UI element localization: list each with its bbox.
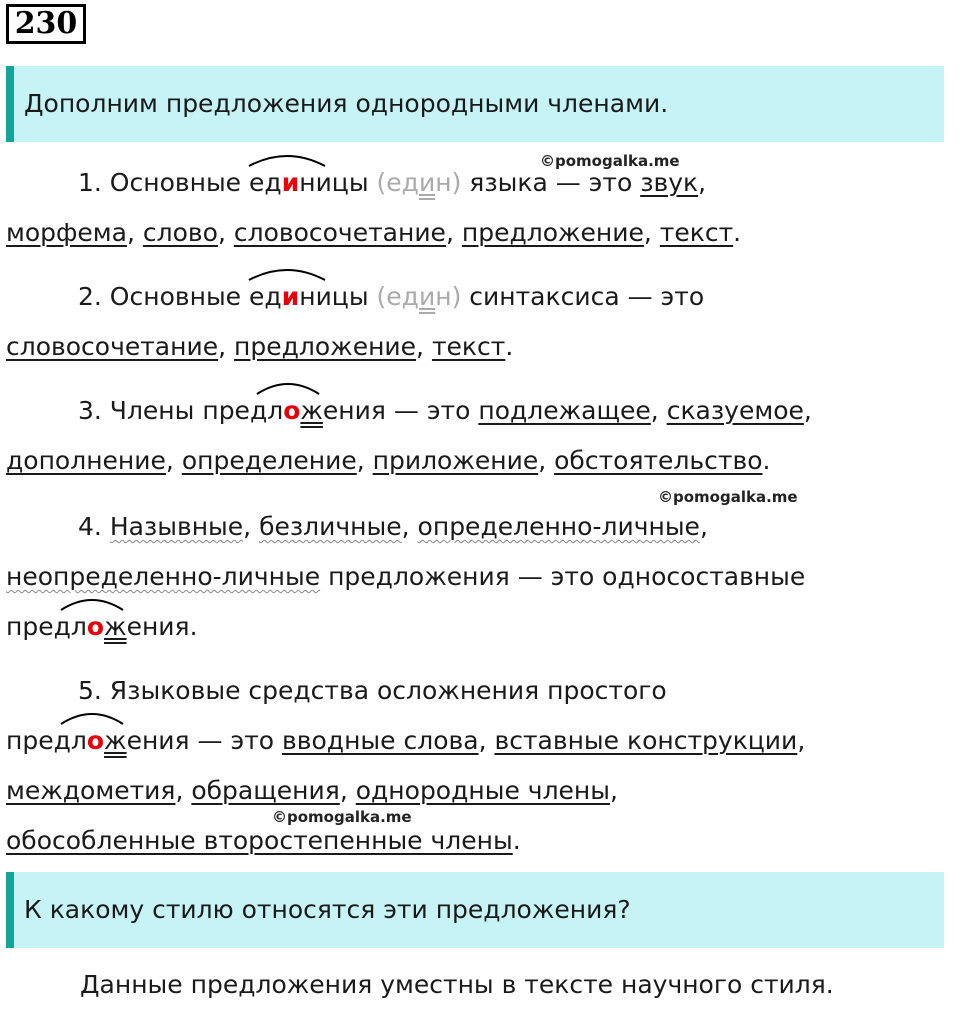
question-text: К какому стилю относятся эти предложения? xyxy=(24,895,631,924)
underlined-term: предложение xyxy=(461,218,644,247)
separator: , xyxy=(445,218,462,247)
underlined-term: текст xyxy=(659,218,734,247)
underlined-term: приложение xyxy=(372,446,539,475)
watermark: ©pomogalka.me xyxy=(658,488,798,506)
separator: , xyxy=(218,332,235,361)
question-banner xyxy=(6,872,944,948)
root-arc-word: еди xyxy=(249,272,299,322)
sentence-2: 2. Основные единицы (един) синтаксиса — это словосочетание, предложение, текст. xyxy=(6,272,954,372)
separator: . xyxy=(505,332,514,361)
underlined-term: междометия xyxy=(6,776,176,805)
separator: , xyxy=(175,776,192,805)
underlined-term: предложение xyxy=(234,332,417,361)
sentence-1: 1. Основные единицы (един) языка — это звук, морфема, слово, словосочетание, предложение, текст. xyxy=(6,158,954,258)
separator: , xyxy=(356,446,373,475)
underlined-term: дополнение xyxy=(6,446,166,475)
sentence-5-line-3 xyxy=(6,766,954,816)
root-arc-icon xyxy=(59,710,125,724)
root-arc-word: еди xyxy=(249,158,299,208)
root-arc-word: ож xyxy=(87,716,127,766)
underlined-term: однородные члены xyxy=(355,776,611,805)
sentence-5: 5. Языковые средства осложнения простого предл ожения — это вводные слова, вставные конструкции, междометия, обращения, однородные члены, обособленные второстепенные члены. xyxy=(6,666,954,866)
separator: , xyxy=(643,218,660,247)
underlined-term: обстоятельство xyxy=(554,446,763,475)
separator: , xyxy=(538,446,555,475)
answer-text: Данные предложения уместны в тексте научного стиля. xyxy=(80,970,834,999)
sentence-2-line-2 xyxy=(6,322,954,372)
underlined-term: словосочетание xyxy=(6,332,219,361)
underlined-term: обращения xyxy=(191,776,340,805)
underlined-term: слово xyxy=(142,218,218,247)
separator: . xyxy=(762,446,771,475)
sentence-3-line-2 xyxy=(6,436,954,486)
instruction-banner xyxy=(6,66,944,142)
root-arc-icon xyxy=(59,596,125,610)
underlined-term: морфема xyxy=(6,218,127,247)
separator: , xyxy=(165,446,182,475)
task-number: 230 xyxy=(6,4,86,44)
separator: , xyxy=(610,776,618,805)
separator: , xyxy=(126,218,143,247)
root-arc-icon xyxy=(255,380,321,394)
separator: , xyxy=(339,776,356,805)
watermark: ©pomogalka.me xyxy=(272,808,412,826)
separator: , xyxy=(217,218,234,247)
underlined-term: текст xyxy=(431,332,506,361)
underlined-term: словосочетание xyxy=(233,218,446,247)
sentence-1-line-2 xyxy=(6,208,954,258)
sentence-4: 4. Назывные, безличные, определенно-личные, неопределенно-личные предложения — это односоставные предл ожения. xyxy=(6,502,954,652)
watermark: ©pomogalka.me xyxy=(540,152,680,170)
root-arc-word: ож xyxy=(283,386,323,436)
underlined-term: определение xyxy=(181,446,357,475)
root-arc-word: ож xyxy=(87,602,127,652)
instruction-text: Дополним предложения однородными членами. xyxy=(24,89,669,118)
separator: . xyxy=(733,218,742,247)
sentence-3: 3. Члены предл ожения — это подлежащее, сказуемое, дополнение, определение, приложение, обстоятельство. xyxy=(6,386,954,486)
root-arc-icon xyxy=(247,152,327,166)
separator: , xyxy=(416,332,432,361)
root-arc-icon xyxy=(247,266,327,280)
